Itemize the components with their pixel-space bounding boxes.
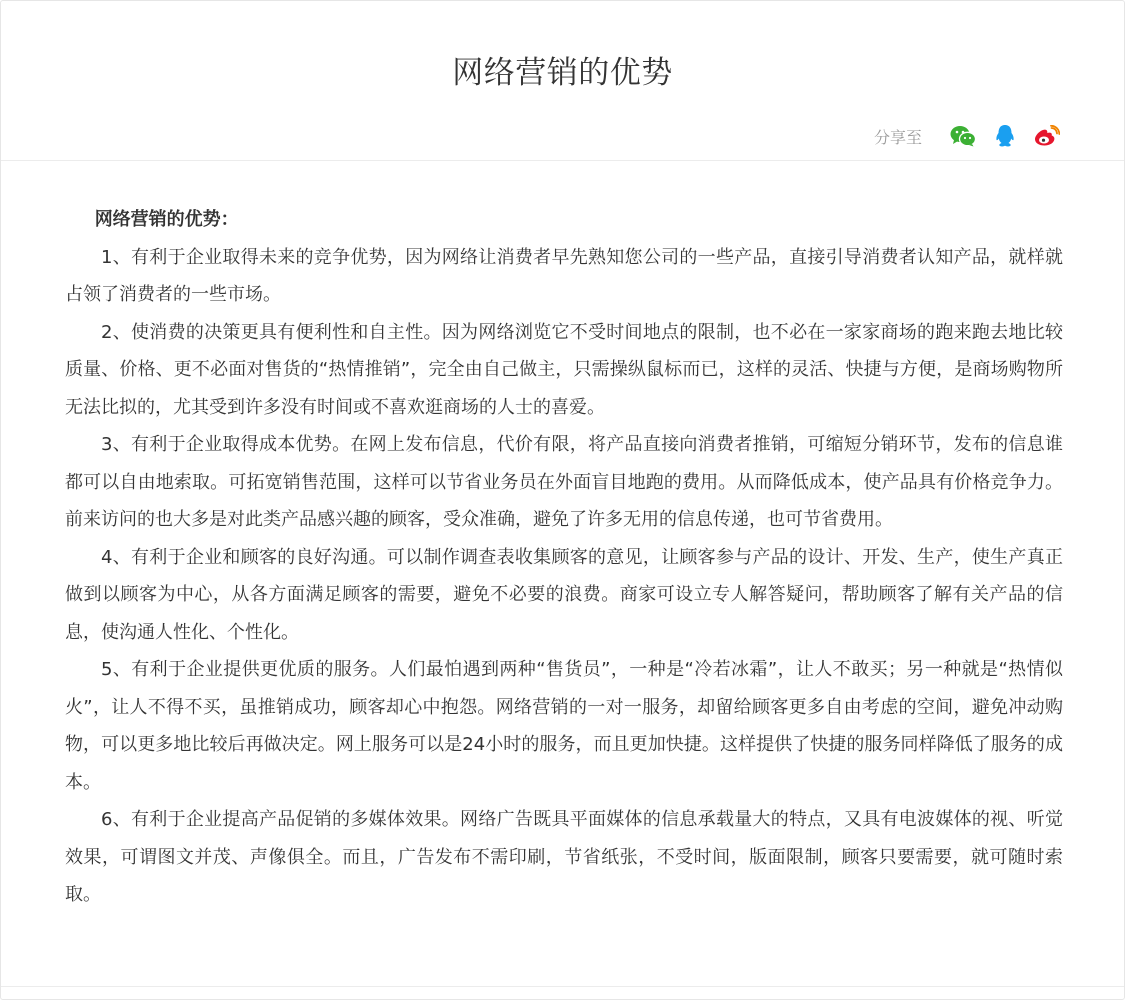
article-paragraph: 4、有利于企业和顾客的良好沟通。可以制作调查表收集顾客的意见，让顾客参与产品的设计、开发、生产，使生产真正做到以顾客为中心，从各方面满足顾客的需要，避免不必要的浪费。商家可设立专人解答疑问，帮助顾客了解有关产品的信息，使沟通人性化、个性化。	[65, 546, 1063, 643]
weibo-icon[interactable]	[1032, 121, 1062, 151]
article-title: 网络营销的优势	[452, 55, 673, 91]
header-divider	[1, 160, 1124, 161]
article-paragraph: 3、有利于企业取得成本优势。在网上发布信息，代价有限，将产品直接向消费者推销，可缩短分销环节，发布的信息谁都可以自由地索取。可拓宽销售范围，这样可以节省业务员在外面盲目地跑的费用。从而降低成本，使产品具有价格竞争力。前来访问的也大多是对此类产品感兴趣的顾客，受众准确，避免了许多无用的信息传递，也可节省费用。	[65, 434, 1063, 530]
footer-divider	[1, 986, 1124, 987]
article-paragraph: 5、有利于企业提供更优质的服务。人们最怕遇到两种“售货员”，一种是“冷若冰霜”，让人不敢买；另一种就是“热情似火”，让人不得不买，虽推销成功，顾客却心中抱怨。网络营销的一对一服务，却留给顾客更多自由考虑的空间，避免冲动购物，可以更多地比较后再做决定。网上服务可以是24小时的服务，而且更加快捷。这样提供了快捷的服务同样降低了服务的成本。	[65, 659, 1063, 793]
article-paragraph: 2、使消费的决策更具有便利性和自主性。因为网络浏览它不受时间地点的限制，也不必在一家家商场的跑来跑去地比较质量、价格、更不必面对售货的“热情推销”，完全由自己做主，只需操纵鼠标而已，这样的灵活、快捷与方便，是商场购物所无法比拟的，尤其受到许多没有时间或不喜欢逛商场的人士的喜爱。	[65, 321, 1063, 418]
share-bar	[874, 121, 1062, 151]
share-label: 分享至	[873, 127, 922, 147]
article-paragraph: 1、有利于企业取得未来的竞争优势，因为网络让消费者早先熟知您公司的一些产品，直接引导消费者认知产品，就样就占领了消费者的一些市场。	[65, 246, 1063, 305]
article-paragraph: 6、有利于企业提高产品促销的多媒体效果。网络广告既具平面媒体的信息承载量大的特点，又具有电波媒体的视、听觉效果，可谓图文并茂、声像俱全。而且，广告发布不需印刷，节省纸张，不受时间，版面限制，顾客只要需要，就可随时索取。	[65, 809, 1063, 905]
article-heading: 网络营销的优势：	[94, 209, 239, 230]
article-body	[65, 201, 1063, 914]
qq-icon[interactable]	[990, 121, 1020, 151]
wechat-icon[interactable]	[948, 121, 978, 151]
